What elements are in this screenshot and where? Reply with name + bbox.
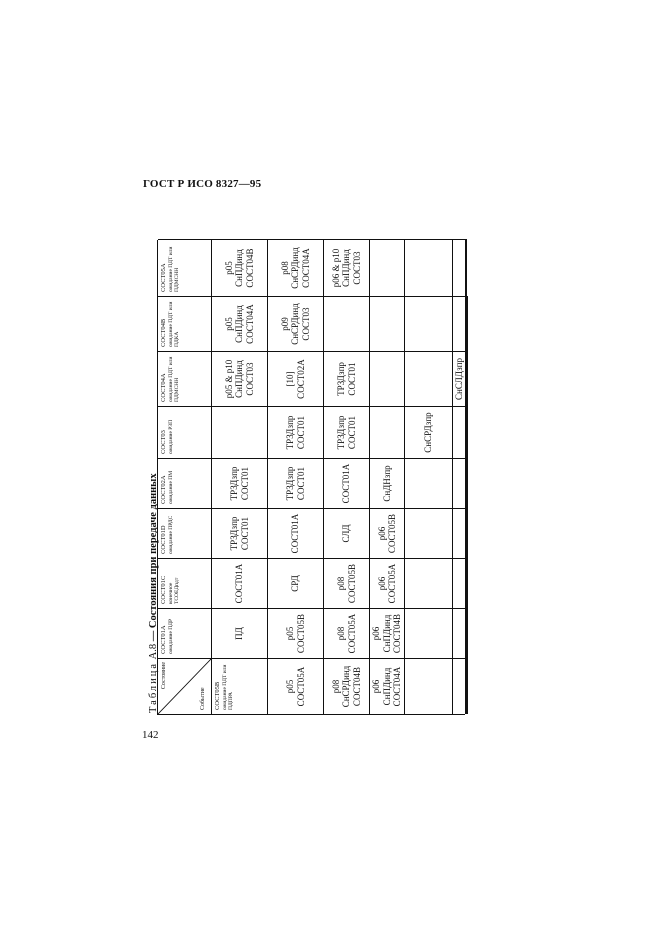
column-header-code: СОСТ03 <box>160 430 167 454</box>
table-cell-partial <box>467 458 468 508</box>
corner-event-label: Событие <box>200 687 207 710</box>
cell-line: p08 <box>279 261 290 275</box>
cell-line: СнПДинд <box>234 305 245 343</box>
table-cell <box>268 458 324 508</box>
column-header-code: СОСТ05В <box>214 681 221 710</box>
cell-line: ТРЗДзпр <box>336 415 347 450</box>
cell-line: СОСТ05В <box>346 563 357 604</box>
state-transition-table <box>157 240 465 715</box>
row-event-label: СРД <box>268 558 324 608</box>
cell-line: СОСТ04А <box>244 304 255 344</box>
table-cell <box>405 508 453 558</box>
cell-line: СОСТ03 <box>244 362 255 396</box>
column-header-code: СОСТ05А <box>160 263 167 292</box>
cell-line: ТРЗДзпр <box>285 466 296 501</box>
table-cell <box>212 458 268 508</box>
table-cell <box>453 608 466 658</box>
table-cell-partial <box>467 658 468 714</box>
table-cell <box>324 608 370 658</box>
table-cell <box>324 351 370 406</box>
table-cell <box>453 406 466 458</box>
table-cell <box>370 558 405 608</box>
table-cell <box>212 351 268 406</box>
cell-line: ТРЗДзпр <box>336 362 347 396</box>
table-cell <box>370 351 405 406</box>
cell-line: p06 <box>371 626 382 641</box>
column-header <box>158 351 212 406</box>
table-cell <box>453 296 466 351</box>
column-header-desc: ожидание ПДТ или ПДМСНН <box>167 356 180 402</box>
table-cell <box>268 508 324 558</box>
table-cell <box>370 296 405 351</box>
cell-line: СОСТ03 <box>351 251 362 285</box>
column-header <box>158 508 212 558</box>
cell-line: СнПДинд <box>341 249 352 287</box>
table-cell <box>453 658 466 714</box>
table-cell <box>405 351 453 406</box>
cell-line: СОСТ01 <box>239 516 250 551</box>
cell-line: СнПДинд <box>381 614 392 653</box>
column-header <box>158 239 212 296</box>
table-cell <box>453 239 466 296</box>
table-cell-partial <box>467 296 468 351</box>
table-cell-partial <box>467 608 468 658</box>
column-header-code: СОСТ01D <box>160 525 167 554</box>
table-cell-partial <box>467 351 468 406</box>
column-header-desc: ожидание ПРДС <box>167 515 174 554</box>
row-event-label: СнДНзпр <box>370 458 405 508</box>
caption-number: А.8 <box>148 643 159 660</box>
table-cell <box>324 658 370 714</box>
column-header-code: СОСТ04А <box>160 373 167 402</box>
cell-line: p05 <box>223 317 234 331</box>
cell-line: СОСТ05В <box>295 613 306 654</box>
cell-line: p06 & p10 <box>330 248 341 288</box>
column-header-desc: ожидание ПДР <box>167 618 174 654</box>
cell-line: СОСТ04А <box>392 666 403 707</box>
cell-line: СОСТ05А <box>346 613 357 654</box>
cell-line: СнСРДинд <box>290 247 301 289</box>
table-cell <box>324 239 370 296</box>
table-cell <box>268 406 324 458</box>
table-cell <box>268 239 324 296</box>
cell-line: СОСТ05В <box>387 513 397 554</box>
table-cell <box>370 658 405 714</box>
table-cell <box>405 608 453 658</box>
cell-line: СнПДинд <box>381 667 392 706</box>
corner-state-label: Состояние <box>161 662 167 690</box>
column-header-desc: ожидание РЗП <box>167 419 174 454</box>
table-cell <box>453 558 466 608</box>
table-cell-partial <box>466 239 467 296</box>
table-corner-cell <box>158 658 212 714</box>
cell-line: p08 <box>336 576 347 591</box>
cell-line: СОСТ03 <box>300 307 311 341</box>
cell-line: ТРЗДзпр <box>285 415 296 450</box>
cell-line: ТРЗДзпр <box>229 466 240 501</box>
page-header: ГОСТ Р ИСО 8327—95 <box>143 178 262 190</box>
table-cell <box>324 406 370 458</box>
row-event-label: СнСРДзпр <box>405 406 453 458</box>
table-cell <box>268 351 324 406</box>
caption-prefix: Таблица <box>148 661 159 713</box>
cell-line: СОСТ01А <box>341 463 352 504</box>
row-event-label: ПД <box>212 608 268 658</box>
table-cell <box>370 406 405 458</box>
cell-line: СОСТ05А <box>295 666 306 707</box>
cell-line: p06 <box>376 526 387 541</box>
cell-line: СОСТ01 <box>239 466 250 501</box>
cell-line: [10] <box>285 371 296 387</box>
column-header-desc: ожидание ПДТ или ПДКА <box>167 301 180 347</box>
column-header-desc: ожидание ПДТ или ПДМСНН <box>167 246 180 292</box>
column-header-code: СОСТ01А <box>160 625 167 654</box>
table-cell <box>370 239 405 296</box>
cell-line: СОСТ04В <box>351 666 362 707</box>
table-cell <box>212 239 268 296</box>
cell-line: p08 <box>336 626 347 641</box>
cell-line: СОСТ01А <box>234 563 245 604</box>
table-cell <box>405 558 453 608</box>
table-cell <box>405 658 453 714</box>
table-cell <box>453 458 466 508</box>
page-number: 142 <box>142 729 159 741</box>
cell-line: СОСТ01 <box>346 415 357 450</box>
column-header <box>212 658 268 714</box>
column-header-code: СОСТ02А <box>160 475 167 504</box>
cell-line: СОСТ04В <box>392 613 403 654</box>
column-header <box>158 458 212 508</box>
table-cell <box>212 296 268 351</box>
column-header <box>158 296 212 351</box>
table-cell <box>405 296 453 351</box>
table-cell <box>212 406 268 458</box>
cell-line: p06 <box>371 679 382 694</box>
table-cell-partial <box>467 558 468 608</box>
cell-line: СнПДинд <box>234 360 245 398</box>
cell-line: СнСРДинд <box>341 665 352 708</box>
column-header-code: СОСТ04В <box>160 318 167 347</box>
column-header-desc: ожидание ПДТ или ПДПРА <box>221 664 234 710</box>
cell-line: p05 <box>285 679 296 694</box>
table-cell <box>324 458 370 508</box>
table-cell <box>405 239 453 296</box>
caption-title: — Состояния при передаче данных <box>148 473 159 642</box>
cell-line: СнСРДинд <box>290 303 301 345</box>
column-header <box>158 558 212 608</box>
table-cell <box>268 608 324 658</box>
column-header <box>158 608 212 658</box>
cell-line: p08 <box>330 679 341 694</box>
table-cell <box>324 558 370 608</box>
column-header-desc: конечное ТСОЕДпдт <box>167 577 180 604</box>
cell-line: СОСТ01 <box>295 415 306 450</box>
table-cell <box>268 658 324 714</box>
cell-line: p05 <box>285 626 296 641</box>
cell-line: p06 <box>376 576 387 591</box>
table-cell <box>370 608 405 658</box>
table-cell-partial <box>467 508 468 558</box>
cell-line: СОСТ01 <box>295 466 306 501</box>
cell-line: p09 <box>279 317 290 331</box>
cell-line: СОСТ04А <box>300 248 311 288</box>
table-cell <box>405 458 453 508</box>
row-event-label: СЛД <box>324 508 370 558</box>
table-cell <box>453 508 466 558</box>
cell-line: p05 <box>223 261 234 275</box>
cell-line: ТРЗДзпр <box>229 516 240 551</box>
cell-line: СОСТ04В <box>244 248 255 288</box>
cell-line: СнПДинд <box>234 249 245 287</box>
table-cell <box>212 558 268 608</box>
table-cell <box>324 296 370 351</box>
cell-line: СОСТ05А <box>387 563 397 604</box>
row-event-label: СнСЛДзпр <box>453 351 466 406</box>
cell-line: СОСТ01 <box>346 362 357 396</box>
table-cell <box>268 296 324 351</box>
table-cell-partial <box>467 406 468 458</box>
column-header-code: СОСТ01С <box>160 575 167 604</box>
table-cell <box>212 508 268 558</box>
cell-line: p05 & p10 <box>223 359 234 399</box>
cell-line: СОСТ01А <box>290 513 301 554</box>
column-header-desc: ожидание ПМ <box>167 470 174 504</box>
table-cell <box>370 508 405 558</box>
column-header <box>158 406 212 458</box>
cell-line: СОСТ02А <box>295 359 306 399</box>
